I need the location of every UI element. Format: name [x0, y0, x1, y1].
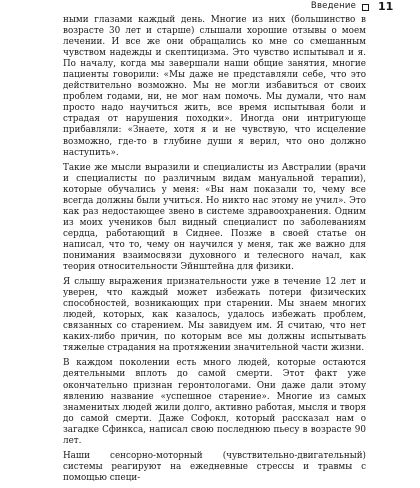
section-title: Введение [310, 1, 356, 11]
paragraph: Я слышу выражения признательности уже в течение 12 лет и уверен, что каждый может избежать потери физических способностей, возникающих при старении. Мы знаем многих людей, которых, как казалось, удалось избежать проблем, связанных со старением. Мы завидуем им. Я считаю, что нет каких-либо причин, по которым все мы должны испытывать тяжелые страдания на протяжении значительной части жизни. [63, 277, 366, 354]
page-number: 11 [378, 0, 394, 13]
page-header [0, 0, 420, 16]
body-text [63, 15, 366, 488]
paragraph: Такие же мысли выразили и специалисты из Австралии (врачи и специалисты по различным видам мануальной терапии), которые обучались у меня: «Вы нам показали то, чему все всегда должны были учиться. Но никто нас этому не учил». Это как раз недостающее звено в системе здравоохранения. Одним из моих учеников был видный специалист по заболеваниям сердца, работающий в Сиднее. Позже в своей статье он написал, что то, чему он научился у меня, так же важно для понимания взаимосвязи духовного и телесного начал, как теория относительности Эйнштейна для физики. [63, 162, 366, 273]
square-marker-icon [362, 4, 369, 11]
paragraph: В каждом поколении есть много людей, которые остаются деятельными вплоть до самой смерти. Этот факт уже окончательно признан геронтологами. Они даже дали этому явлению название «успешное старение». Многие из самых знаменитых людей жили долго, активно работая, мысля и творя до самой смерти. Даже Софокл, который рассказал нам о загадке Сфинкса, написал свою последнюю пьесу в возрасте 90 лет. [63, 358, 366, 446]
paragraph: ными глазами каждый день. Многие из них (большинство в возрасте 30 лет и старше) слышали хорошие отзывы о моем лечении. И все же они обращались ко мне со смешанным чувством надежды и скептицизма. Это чувство испытывал и я. По началу, когда мы завершали наши общие занятия, многие пациенты говорили: «Мы даже не представляли себе, что это действительно возможно. Мы не могли избавиться от своих проблем годами, ни, не мог нам помочь. Мы думали, что нам просто надо научиться жить, все время испытывая боли и страдая от нарушения походки». Иногда они интригующе прибавляли: «Знаете, хотя я и не чувствую, что исцеление возможно, где-то в глубине души я верил, что оно должно наступить». [63, 15, 366, 158]
paragraph: Наши сенсорно-моторный (чувствительно-двигательный) системы реагируют на ежедневные стрессы и травмы с помощью специ- [63, 450, 366, 483]
